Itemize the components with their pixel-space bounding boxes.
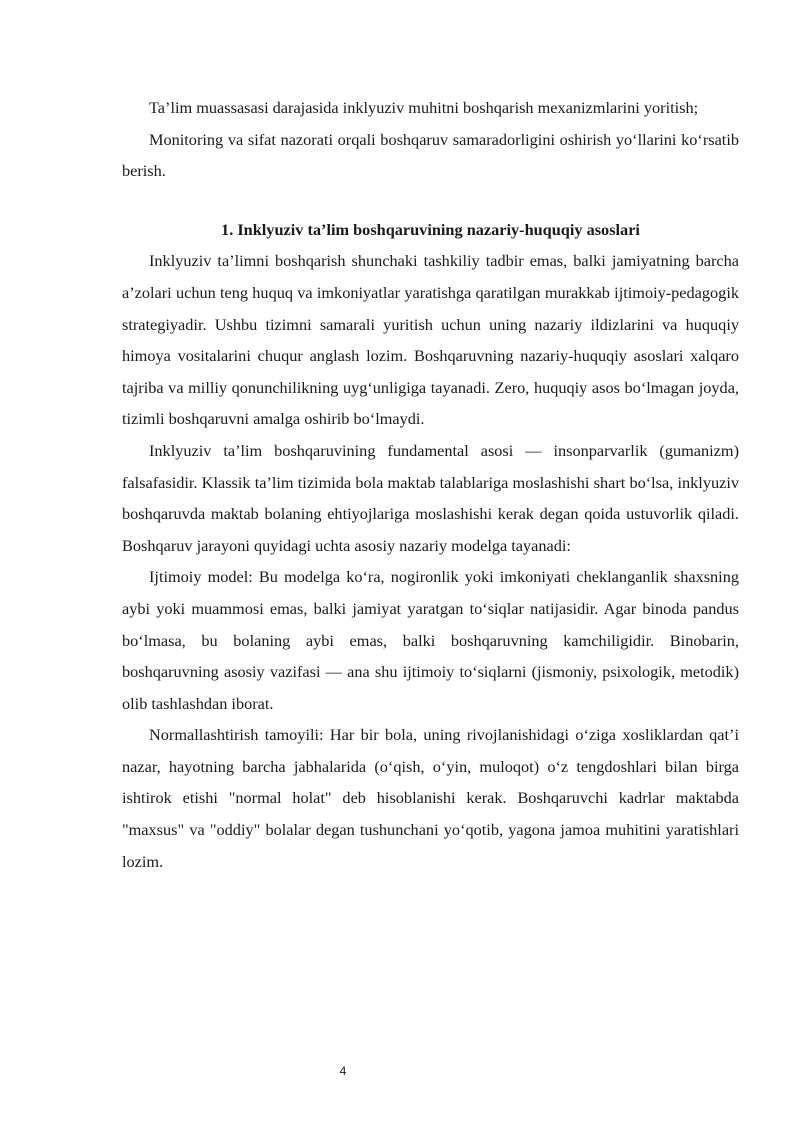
section-heading: 1. Inklyuziv ta’lim boshqaruvining nazariy-huquqiy asoslari (221, 219, 640, 239)
page-number: 4 (339, 1064, 347, 1078)
page-content (122, 92, 739, 877)
body-paragraph-1: Inklyuziv ta’limni boshqarish shunchaki tashkiliy tadbir emas, balki jamiyatning barcha a’zolari uchun teng huquq va imkoniyatlar yaratishga qaratilgan murakkab ijtimoiy-pedagogik strategiyadir. Ushbu tizimni samarali yuritish uchun uning nazariy ildizlarini va huquqiy himoya vositalarini chuqur anglash lozim. Boshqaruvning nazariy-huquqiy asoslari xalqaro tajriba va milliy qonunchilikning uyg‘unligiga tayanadi. Zero, huquqiy asos bo‘lmagan joyda, tizimli boshqaruvni amalga oshirib bo‘lmaydi. (122, 251, 739, 429)
body-paragraph-3: Ijtimoiy model: Bu modelga ko‘ra, nogironlik yoki imkoniyati cheklanganlik shaxsning aybi yoki muammosi emas, balki jamiyat yaratgan to‘siqlar natijasidir. Agar binoda pandus bo‘lmasa, bu bolaning aybi emas, balki boshqaruvning kamchiligidir. Binobarin, boshqaruvning asosiy vazifasi — ana shu ijtimoiy to‘siqlarni (jismoniy, psixologik, metodik) olib tashlashdan iborat. (122, 567, 739, 713)
body-paragraph-2: Inklyuziv ta’lim boshqaruvining fundamental asosi — insonparvarlik (gumanizm) falsafasidir. Klassik ta’lim tizimida bola maktab talablariga moslashishi shart bo‘lsa, inklyuziv boshqaruvda maktab bolaning ehtiyojlariga moslashishi kerak degan qoida ustuvorlik qiladi. Boshqaruv jarayoni quyidagi uchta asosiy nazariy modelga tayanadi: (122, 440, 739, 555)
intro-paragraph-1: Ta’lim muassasasi darajasida inklyuziv muhitni boshqarish mexanizmlarini yoritish; (149, 98, 699, 117)
intro-paragraph-2: Monitoring va sifat nazorati orqali boshqaruv samaradorligini oshirish yo‘llarini ko‘rsatib berish. (122, 129, 739, 181)
body-paragraph-4: Normallashtirish tamoyili: Har bir bola, uning rivojlanishidagi o‘ziga xosliklardan qat’i nazar, hayotning barcha jabhalarida (o‘qish, o‘yin, muloqot) o‘z tengdoshlari bilan birga ishtirok etishi "normal holat" deb hisoblanishi kerak. Boshqaruvchi kadrlar maktabda "maxsus" va "oddiy" bolalar degan tushunchani yo‘qotib, yagona jamoa muhitini yaratishlari lozim. (122, 725, 739, 871)
